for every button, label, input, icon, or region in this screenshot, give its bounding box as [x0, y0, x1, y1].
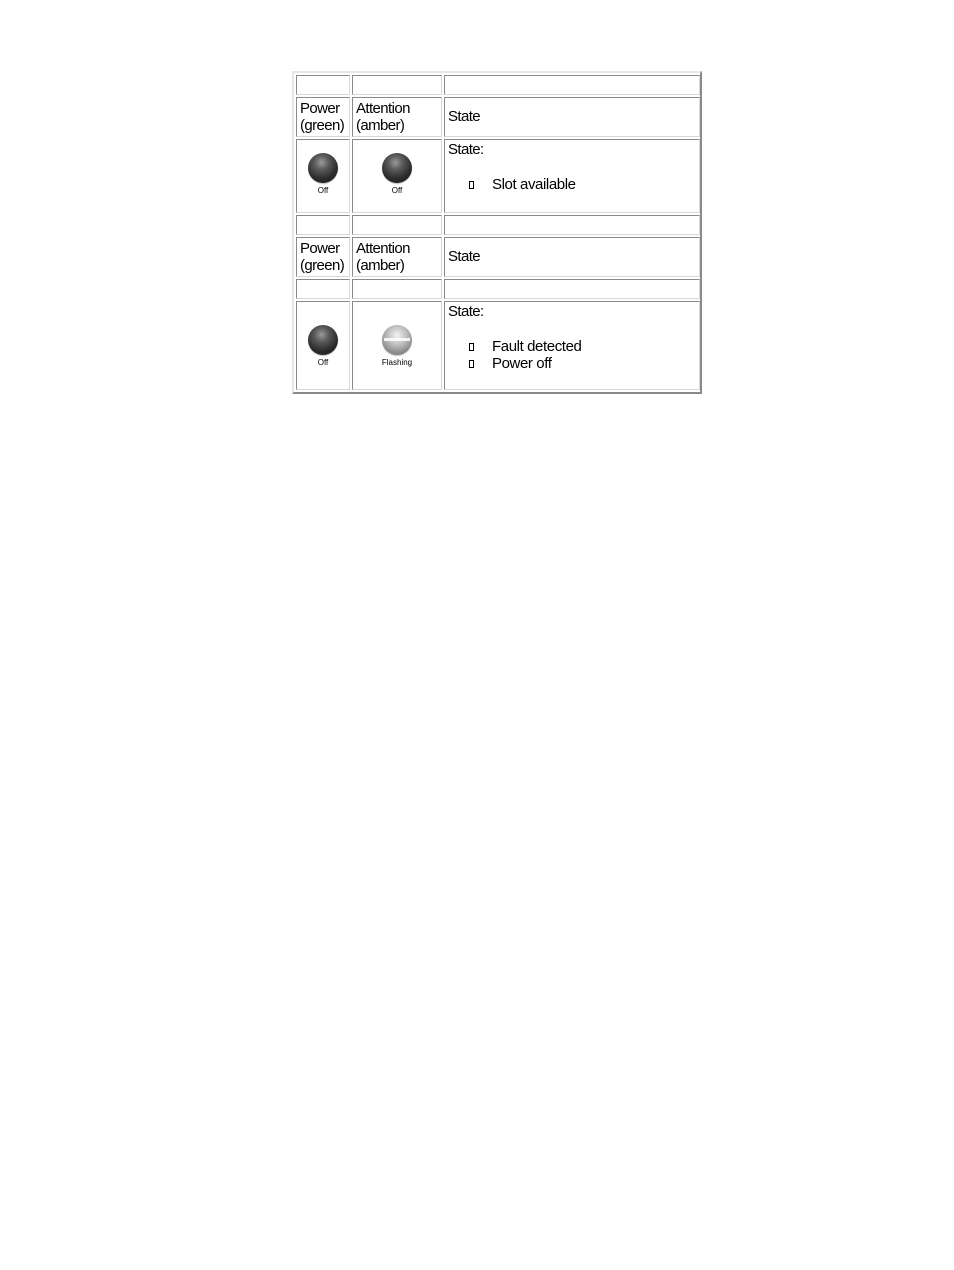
power-led-status: Off — [317, 358, 329, 367]
state-title: State: — [448, 141, 484, 158]
attention-led-flashing-icon — [382, 325, 412, 355]
empty-cell — [352, 279, 442, 299]
empty-cell — [444, 75, 700, 95]
square-bullet-icon — [469, 343, 474, 351]
led-status-table — [292, 71, 702, 394]
power-header — [296, 237, 350, 277]
power-led-icon — [308, 153, 338, 183]
power-header-line1: Power — [300, 240, 340, 257]
state-header — [444, 97, 700, 137]
power-led-status: Off — [317, 186, 329, 195]
power-led-icon — [308, 325, 338, 355]
attention-header — [352, 237, 442, 277]
state-header — [444, 237, 700, 277]
power-header-line2: (green) — [300, 257, 345, 274]
attention-header-line2: (amber) — [356, 257, 405, 274]
power-header — [296, 97, 350, 137]
attention-led-status: Flashing — [381, 358, 413, 367]
empty-cell — [444, 215, 700, 235]
empty-cell — [296, 75, 350, 95]
power-header-line1: Power — [300, 100, 340, 117]
list-item: Fault detected — [469, 338, 581, 355]
state-cell — [444, 139, 700, 213]
empty-cell — [296, 279, 350, 299]
attention-led-cell — [352, 139, 442, 213]
empty-cell — [352, 215, 442, 235]
attention-header-line2: (amber) — [356, 117, 405, 134]
attention-header — [352, 97, 442, 137]
state-header-label: State — [448, 248, 481, 265]
attention-header-line1: Attention — [356, 100, 410, 117]
square-bullet-icon — [469, 181, 474, 189]
empty-cell — [444, 279, 700, 299]
power-led-cell — [296, 301, 350, 390]
state-list — [469, 176, 576, 193]
state-header-label: State — [448, 108, 481, 125]
empty-cell — [296, 215, 350, 235]
empty-cell — [352, 75, 442, 95]
power-led-cell — [296, 139, 350, 213]
list-item: Slot available — [469, 176, 576, 193]
attention-header-line1: Attention — [356, 240, 410, 257]
list-item: Power off — [469, 355, 581, 372]
power-header-line2: (green) — [300, 117, 345, 134]
attention-led-cell — [352, 301, 442, 390]
state-list — [469, 338, 581, 372]
state-cell — [444, 301, 700, 390]
attention-led-status: Off — [391, 186, 403, 195]
attention-led-icon — [382, 153, 412, 183]
square-bullet-icon — [469, 360, 474, 368]
state-title: State: — [448, 303, 484, 320]
